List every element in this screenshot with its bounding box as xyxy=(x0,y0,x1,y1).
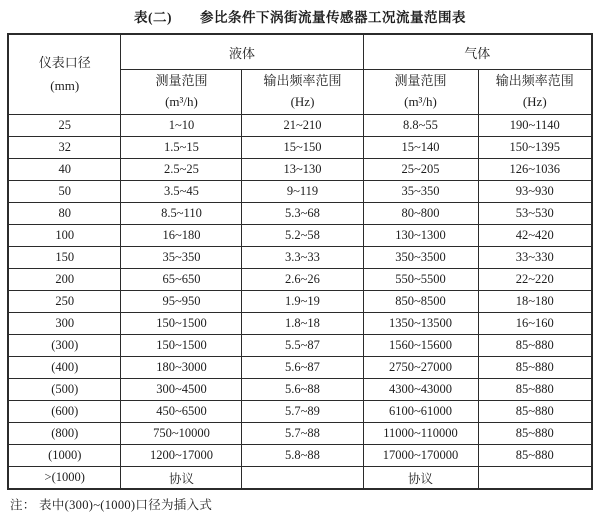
cell-gas-freq: 85~880 xyxy=(478,401,592,423)
footnote: 注： 表中(300)~(1000)口径为插入式 xyxy=(10,498,213,512)
cell-liquid-freq: 5.7~88 xyxy=(242,423,363,445)
cell-liquid-freq: 21~210 xyxy=(242,115,363,137)
cell-gas-freq: 33~330 xyxy=(478,247,592,269)
header-group-gas: 气体 xyxy=(363,34,592,70)
table-row xyxy=(8,225,592,247)
cell-gas-freq: 16~160 xyxy=(478,313,592,335)
cell-liquid-range: 1~10 xyxy=(121,115,242,137)
cell-liquid-range: 750~10000 xyxy=(121,423,242,445)
header-gas-measure-range-unit: (m³/h) xyxy=(404,94,437,109)
header-gas-measure-range-label: 测量范围 xyxy=(394,73,447,89)
cell-liquid-freq: 1.9~19 xyxy=(242,291,363,313)
cell-diameter: 250 xyxy=(8,291,121,313)
cell-gas-freq: 85~880 xyxy=(478,335,592,357)
cell-liquid-freq: 2.6~26 xyxy=(242,269,363,291)
table-row xyxy=(8,203,592,225)
cell-liquid-range: 2.5~25 xyxy=(121,159,242,181)
header-liquid-measure-range xyxy=(121,70,242,115)
cell-diameter: 80 xyxy=(8,203,121,225)
cell-gas-freq: 53~530 xyxy=(478,203,592,225)
cell-gas-range: 2750~27000 xyxy=(363,357,478,379)
cell-gas-range: 350~3500 xyxy=(363,247,478,269)
table-row xyxy=(8,357,592,379)
cell-diameter: 300 xyxy=(8,313,121,335)
cell-gas-range: 850~8500 xyxy=(363,291,478,313)
cell-liquid-range: 8.5~110 xyxy=(121,203,242,225)
cell-gas-freq: 22~220 xyxy=(478,269,592,291)
cell-gas-freq: 42~420 xyxy=(478,225,592,247)
cell-liquid-range: 150~1500 xyxy=(121,335,242,357)
cell-gas-range: 17000~170000 xyxy=(363,445,478,467)
header-gas-measure-range xyxy=(363,70,478,115)
table-row xyxy=(8,137,592,159)
cell-diameter: 25 xyxy=(8,115,121,137)
table-title-text: 参比条件下涡街流量传感器工况流量范围表 xyxy=(200,10,466,25)
cell-diameter: (300) xyxy=(8,335,121,357)
cell-gas-range: 80~800 xyxy=(363,203,478,225)
header-meter-diameter xyxy=(8,34,121,115)
table-row xyxy=(8,269,592,291)
cell-diameter: 200 xyxy=(8,269,121,291)
cell-gas-range: 11000~110000 xyxy=(363,423,478,445)
cell-liquid-range: 180~3000 xyxy=(121,357,242,379)
cell-diameter: 50 xyxy=(8,181,121,203)
cell-diameter: (600) xyxy=(8,401,121,423)
cell-liquid-range: 1200~17000 xyxy=(121,445,242,467)
cell-diameter: >(1000) xyxy=(8,467,121,490)
cell-gas-range: 25~205 xyxy=(363,159,478,181)
cell-liquid-range: 65~650 xyxy=(121,269,242,291)
header-liquid-output-freq-label: 输出频率范围 xyxy=(263,73,342,89)
cell-diameter: (1000) xyxy=(8,445,121,467)
cell-gas-range: 550~5500 xyxy=(363,269,478,291)
cell-gas-freq: 85~880 xyxy=(478,423,592,445)
header-meter-diameter-label: 仪表口径 xyxy=(38,54,91,70)
cell-diameter: (400) xyxy=(8,357,121,379)
cell-liquid-range: 1.5~15 xyxy=(121,137,242,159)
table-row xyxy=(8,445,592,467)
cell-liquid-freq xyxy=(242,467,363,490)
cell-gas-freq: 190~1140 xyxy=(478,115,592,137)
header-gas-output-freq-label: 输出频率范围 xyxy=(495,73,574,89)
cell-liquid-freq: 5.7~89 xyxy=(242,401,363,423)
cell-liquid-freq: 5.8~88 xyxy=(242,445,363,467)
cell-liquid-freq: 1.8~18 xyxy=(242,313,363,335)
flow-range-table xyxy=(7,33,593,490)
cell-liquid-range: 16~180 xyxy=(121,225,242,247)
cell-liquid-range: 300~4500 xyxy=(121,379,242,401)
header-meter-diameter-unit: (mm) xyxy=(50,78,80,93)
cell-diameter: 150 xyxy=(8,247,121,269)
table-row xyxy=(8,467,592,490)
cell-gas-range: 1560~15600 xyxy=(363,335,478,357)
cell-liquid-freq: 5.6~88 xyxy=(242,379,363,401)
cell-gas-freq: 126~1036 xyxy=(478,159,592,181)
page-title xyxy=(0,0,600,26)
cell-gas-freq xyxy=(478,467,592,490)
cell-gas-range: 协议 xyxy=(363,467,478,490)
cell-gas-freq: 85~880 xyxy=(478,357,592,379)
header-liquid-measure-range-label: 测量范围 xyxy=(155,73,208,89)
cell-gas-freq: 85~880 xyxy=(478,379,592,401)
table-number: 表(二) xyxy=(134,10,172,25)
cell-liquid-freq: 5.6~87 xyxy=(242,357,363,379)
cell-gas-range: 35~350 xyxy=(363,181,478,203)
table-row xyxy=(8,401,592,423)
cell-liquid-range: 450~6500 xyxy=(121,401,242,423)
cell-gas-range: 15~140 xyxy=(363,137,478,159)
cell-gas-freq: 18~180 xyxy=(478,291,592,313)
cell-gas-range: 130~1300 xyxy=(363,225,478,247)
table-row xyxy=(8,181,592,203)
cell-liquid-freq: 15~150 xyxy=(242,137,363,159)
table-row xyxy=(8,159,592,181)
cell-liquid-range: 95~950 xyxy=(121,291,242,313)
header-gas-output-freq-unit: (Hz) xyxy=(522,94,547,109)
cell-liquid-range: 协议 xyxy=(121,467,242,490)
cell-liquid-freq: 5.3~68 xyxy=(242,203,363,225)
header-liquid-output-freq-unit: (Hz) xyxy=(290,94,315,109)
cell-liquid-range: 35~350 xyxy=(121,247,242,269)
cell-liquid-freq: 9~119 xyxy=(242,181,363,203)
cell-diameter: 100 xyxy=(8,225,121,247)
table-row xyxy=(8,291,592,313)
cell-diameter: 32 xyxy=(8,137,121,159)
header-liquid-measure-range-unit: (m³/h) xyxy=(165,94,198,109)
cell-diameter: 40 xyxy=(8,159,121,181)
cell-liquid-freq: 5.2~58 xyxy=(242,225,363,247)
cell-liquid-freq: 13~130 xyxy=(242,159,363,181)
cell-gas-range: 8.8~55 xyxy=(363,115,478,137)
table-row xyxy=(8,313,592,335)
cell-diameter: (800) xyxy=(8,423,121,445)
cell-gas-freq: 85~880 xyxy=(478,445,592,467)
cell-gas-range: 4300~43000 xyxy=(363,379,478,401)
table-row xyxy=(8,115,592,137)
cell-gas-range: 6100~61000 xyxy=(363,401,478,423)
cell-liquid-freq: 5.5~87 xyxy=(242,335,363,357)
table-row xyxy=(8,335,592,357)
table-row xyxy=(8,247,592,269)
header-group-liquid: 液体 xyxy=(121,34,363,70)
table-row xyxy=(8,423,592,445)
cell-liquid-range: 3.5~45 xyxy=(121,181,242,203)
cell-gas-freq: 150~1395 xyxy=(478,137,592,159)
cell-liquid-range: 150~1500 xyxy=(121,313,242,335)
cell-liquid-freq: 3.3~33 xyxy=(242,247,363,269)
cell-gas-range: 1350~13500 xyxy=(363,313,478,335)
header-liquid-output-freq xyxy=(242,70,363,115)
cell-gas-freq: 93~930 xyxy=(478,181,592,203)
header-gas-output-freq xyxy=(478,70,592,115)
header-group-row xyxy=(8,34,592,70)
cell-diameter: (500) xyxy=(8,379,121,401)
table-row xyxy=(8,379,592,401)
